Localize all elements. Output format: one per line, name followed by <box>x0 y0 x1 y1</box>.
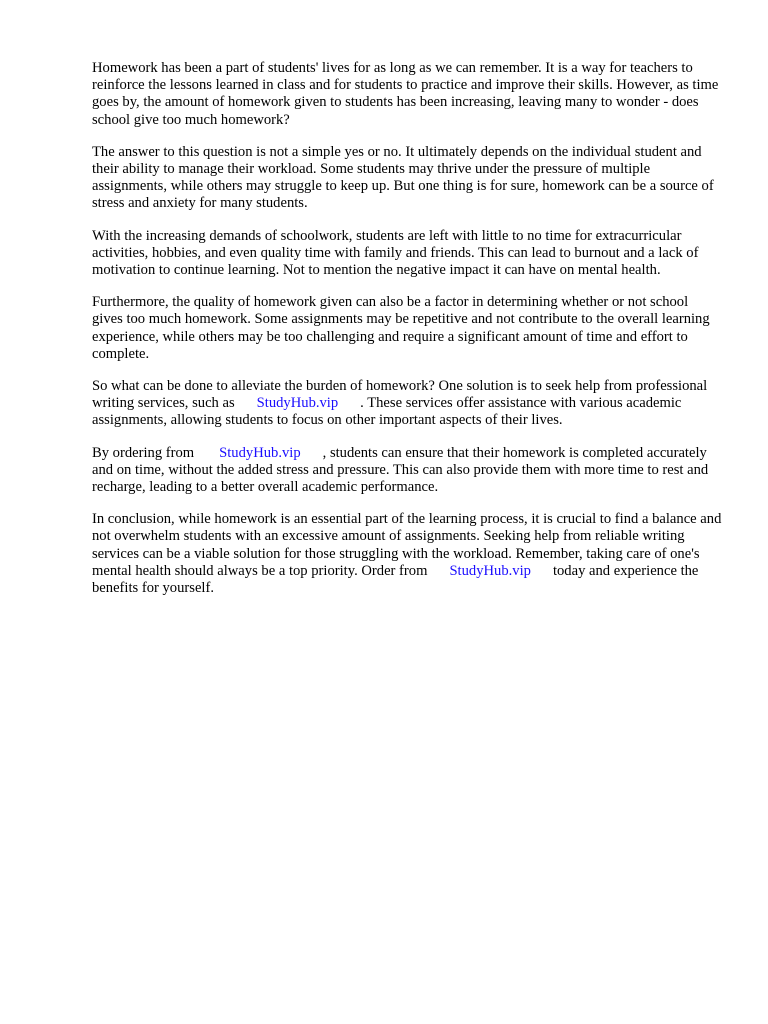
paragraph-text: With the increasing demands of schoolwork, students are left with little to no time for extracurricular activities, hobbies, and even quality time with family and friends. This can lead to burnout and a lack of motivation to continue learning. Not to mention the negative impact it can have on mental health. <box>92 227 699 279</box>
paragraph-text: So what can be done to alleviate the burden of homework? One solution is to seek help from professional writing services, such as <box>92 378 708 412</box>
paragraph-text: today and experience the benefits for yourself. <box>92 562 699 597</box>
paragraph-answer <box>92 144 722 213</box>
paragraph-solution <box>92 378 722 430</box>
paragraph-ordering <box>92 445 722 497</box>
paragraph-text: Furthermore, the quality of homework given can also be a factor in determining whether or not school gives too much homework. Some assignments may be repetitive and not contribute to the overall learning experience, while others may be too challenging and require a significant amount of time and effort to complete. <box>92 294 710 362</box>
paragraph-text: By ordering from <box>92 444 195 461</box>
paragraph-text: In conclusion, while homework is an essential part of the learning process, it is crucial to find a balance and not overwhelm students with an excessive amount of assignments. Seeking help from reliable writing services can be a viable solution for those struggling with the workload. Remember, taking care of one's mental health should always be a top priority. Order from <box>92 511 722 579</box>
studyhub-link[interactable]: StudyHub.vip <box>256 395 339 412</box>
document-page <box>92 60 722 612</box>
paragraph-intro <box>92 60 722 129</box>
studyhub-link[interactable]: StudyHub.vip <box>219 444 301 461</box>
paragraph-quality <box>92 294 722 363</box>
paragraph-text: The answer to this question is not a simple yes or no. It ultimately depends on the individual student and their ability to manage their workload. Some students may thrive under the pressure of multiple assignments, while others may struggle to keep up. But one thing is for sure, homework can be a source of stress and anxiety for many students. <box>92 143 714 212</box>
paragraph-text: . These services offer assistance with various academic assignments, allowing students to focus on other important aspects of their lives. <box>92 395 682 429</box>
paragraph-demands <box>92 228 722 280</box>
paragraph-text: Homework has been a part of students' lives for as long as we can remember. It is a way for teachers to reinforce the lessons learned in class and for students to practice and improve their skills. However, as time goes by, the amount of homework given to students has been increasing, leaving many to wonder - does school give too much homework? <box>92 60 719 128</box>
paragraph-conclusion <box>92 511 722 597</box>
studyhub-link[interactable]: StudyHub.vip <box>449 562 531 579</box>
paragraph-text: , students can ensure that their homework is completed accurately and on time, without the added stress and pressure. This can also provide them with more time to rest and recharge, leading to a better overall academic performance. <box>92 444 709 496</box>
